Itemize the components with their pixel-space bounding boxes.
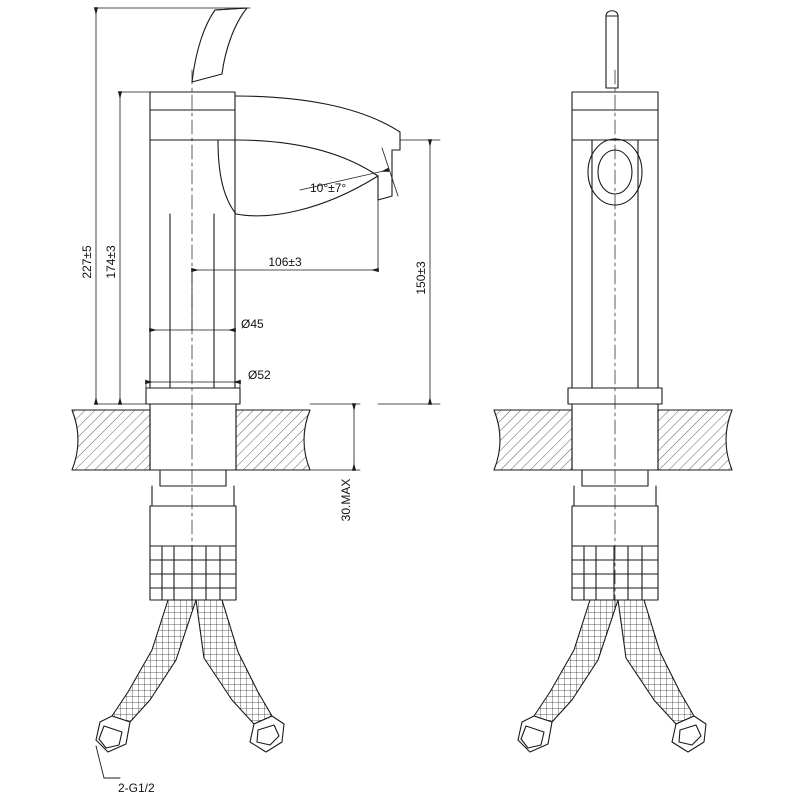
label-counter-thickness: 30.MAX (339, 478, 353, 522)
hose-connector (150, 506, 236, 600)
label-overall-height: 227±5 (80, 245, 94, 279)
washer-nut (152, 486, 234, 506)
label-spout-height: 150±3 (414, 261, 428, 295)
dimension-lines (96, 8, 615, 610)
countertop-right-side (658, 410, 732, 470)
label-spout-reach: 106±3 (268, 255, 302, 269)
hose-left-side (534, 600, 618, 722)
front-view (72, 8, 400, 778)
shank-upper (150, 404, 236, 470)
countertop-left-side (494, 410, 572, 470)
label-spout-angle: 10°±7° (310, 181, 347, 195)
hose-right-side (618, 600, 694, 724)
label-base-diameter: Ø52 (248, 368, 271, 382)
countertop-left (72, 410, 150, 470)
lever-pin-side (606, 16, 618, 88)
countertop-right (236, 410, 310, 470)
label-body-diameter: Ø45 (241, 317, 264, 331)
hose-left (112, 600, 196, 722)
cartridge-cap (150, 92, 235, 140)
side-view (494, 11, 732, 752)
base-flange (146, 388, 240, 404)
spout-top (235, 96, 400, 150)
label-thread-callout: 2-G1/2 (118, 781, 155, 795)
hose-right (196, 600, 272, 724)
lever-handle (192, 8, 247, 82)
label-body-height: 174±3 (104, 245, 118, 279)
